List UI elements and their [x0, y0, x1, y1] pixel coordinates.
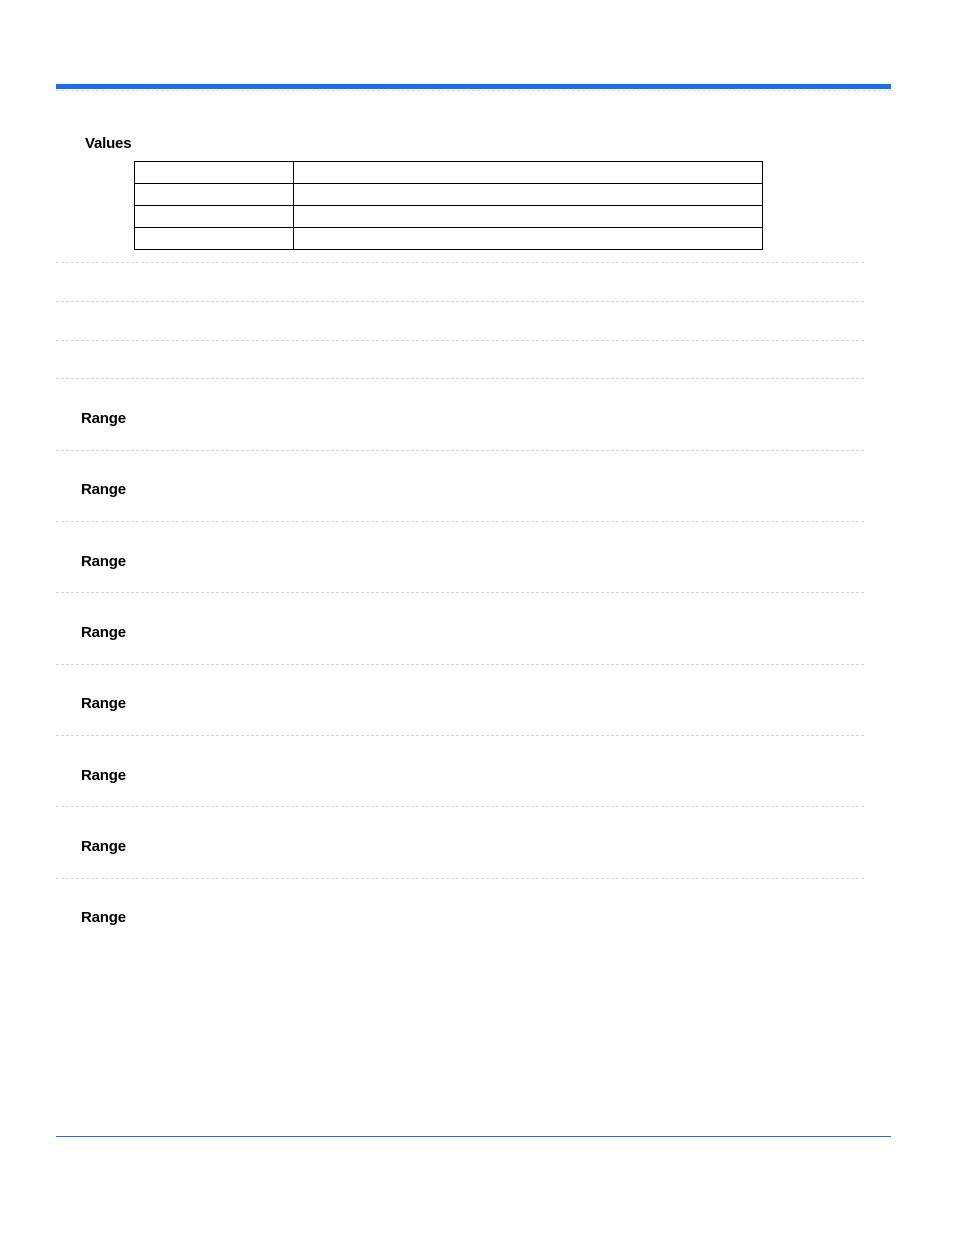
section-separator	[56, 735, 864, 736]
section-separator	[56, 664, 864, 665]
table-cell	[135, 162, 294, 184]
table-row	[135, 184, 763, 206]
section-separator	[56, 592, 864, 593]
section-separator	[56, 878, 864, 879]
table-cell	[294, 206, 763, 228]
table-cell	[135, 206, 294, 228]
range-label: Range	[81, 767, 126, 784]
range-label: Range	[81, 909, 126, 926]
range-label: Range	[81, 481, 126, 498]
range-label: Range	[81, 695, 126, 712]
header-rule-shadow	[56, 90, 891, 91]
section-separator	[56, 262, 864, 263]
header-rule	[56, 84, 891, 89]
section-separator	[56, 340, 864, 341]
section-separator	[56, 301, 864, 302]
range-label: Range	[81, 624, 126, 641]
section-separator	[56, 806, 864, 807]
range-label: Range	[81, 553, 126, 570]
table-cell	[135, 228, 294, 250]
values-heading: Values	[85, 135, 132, 152]
table-row	[135, 228, 763, 250]
section-separator	[56, 521, 864, 522]
table-row	[135, 206, 763, 228]
table-cell	[135, 184, 294, 206]
table-cell	[294, 228, 763, 250]
table-cell	[294, 162, 763, 184]
range-label: Range	[81, 838, 126, 855]
footer-rule	[56, 1136, 891, 1137]
section-separator	[56, 450, 864, 451]
table-row	[135, 162, 763, 184]
range-label: Range	[81, 410, 126, 427]
section-separator	[56, 378, 864, 379]
values-table	[134, 161, 763, 250]
table-cell	[294, 184, 763, 206]
